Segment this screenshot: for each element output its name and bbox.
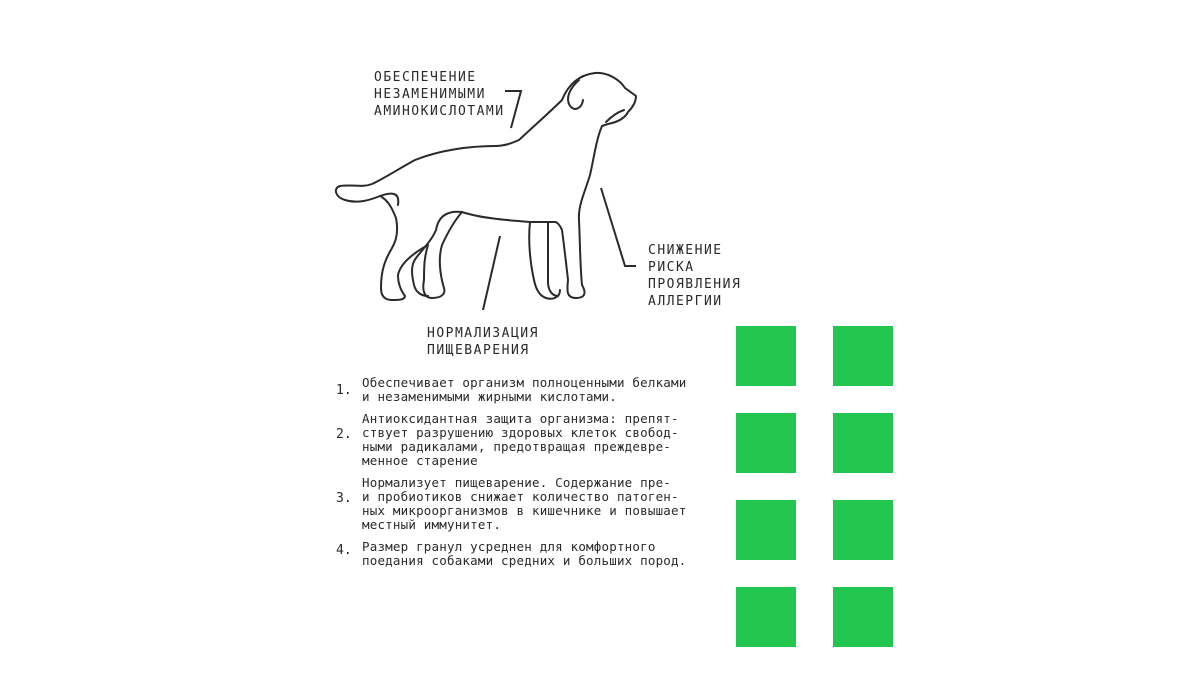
list-item-number: 2.: [336, 427, 352, 442]
list-item-text: Антиоксидантная защита организма: препят- ствует разрушению здоровых клеток свобод- ными радикалами, предотвращая преждевре- менное старение: [362, 411, 679, 468]
list-item: [336, 412, 741, 468]
green-square: [736, 587, 796, 647]
list-item-text: Нормализует пищеварение. Содержание пре- и пробиотиков снижает количество патоген- ных микроорганизмов в кишечнике и повышает местный иммунитет.: [362, 475, 687, 532]
green-square: [833, 587, 893, 647]
digestion-callout-line: [483, 236, 500, 310]
green-square: [736, 326, 796, 386]
list-item-number: 1.: [336, 383, 352, 398]
list-item-text: Размер гранул усреднен для комфортного поедания собаками средних и больших пород.: [362, 539, 687, 568]
list-item: [336, 376, 741, 404]
green-square: [736, 413, 796, 473]
amino-acids-label: ОБЕСПЕЧЕНИЕ НЕЗАМЕНИМЫМИ АМИНОКИСЛОТАМИ: [374, 70, 505, 119]
list-item-text: Обеспечивает организм полноценными белками и незаменимыми жирными кислотами.: [362, 375, 687, 404]
allergy-callout-line: [601, 188, 636, 266]
allergy-label: СНИЖЕНИЕ РИСКА ПРОЯВЛЕНИЯ АЛЛЕРГИИ: [648, 243, 742, 309]
green-square: [736, 500, 796, 560]
benefits-list: [336, 376, 741, 576]
amino-callout-line: [505, 91, 521, 128]
list-item-number: 3.: [336, 491, 352, 506]
green-square: [833, 500, 893, 560]
digestion-label: НОРМАЛИЗАЦИЯ ПИЩЕВАРЕНИЯ: [427, 326, 539, 358]
list-item: [336, 540, 741, 568]
list-item: [336, 476, 741, 532]
green-square: [833, 326, 893, 386]
green-square: [833, 413, 893, 473]
list-item-number: 4.: [336, 543, 352, 558]
